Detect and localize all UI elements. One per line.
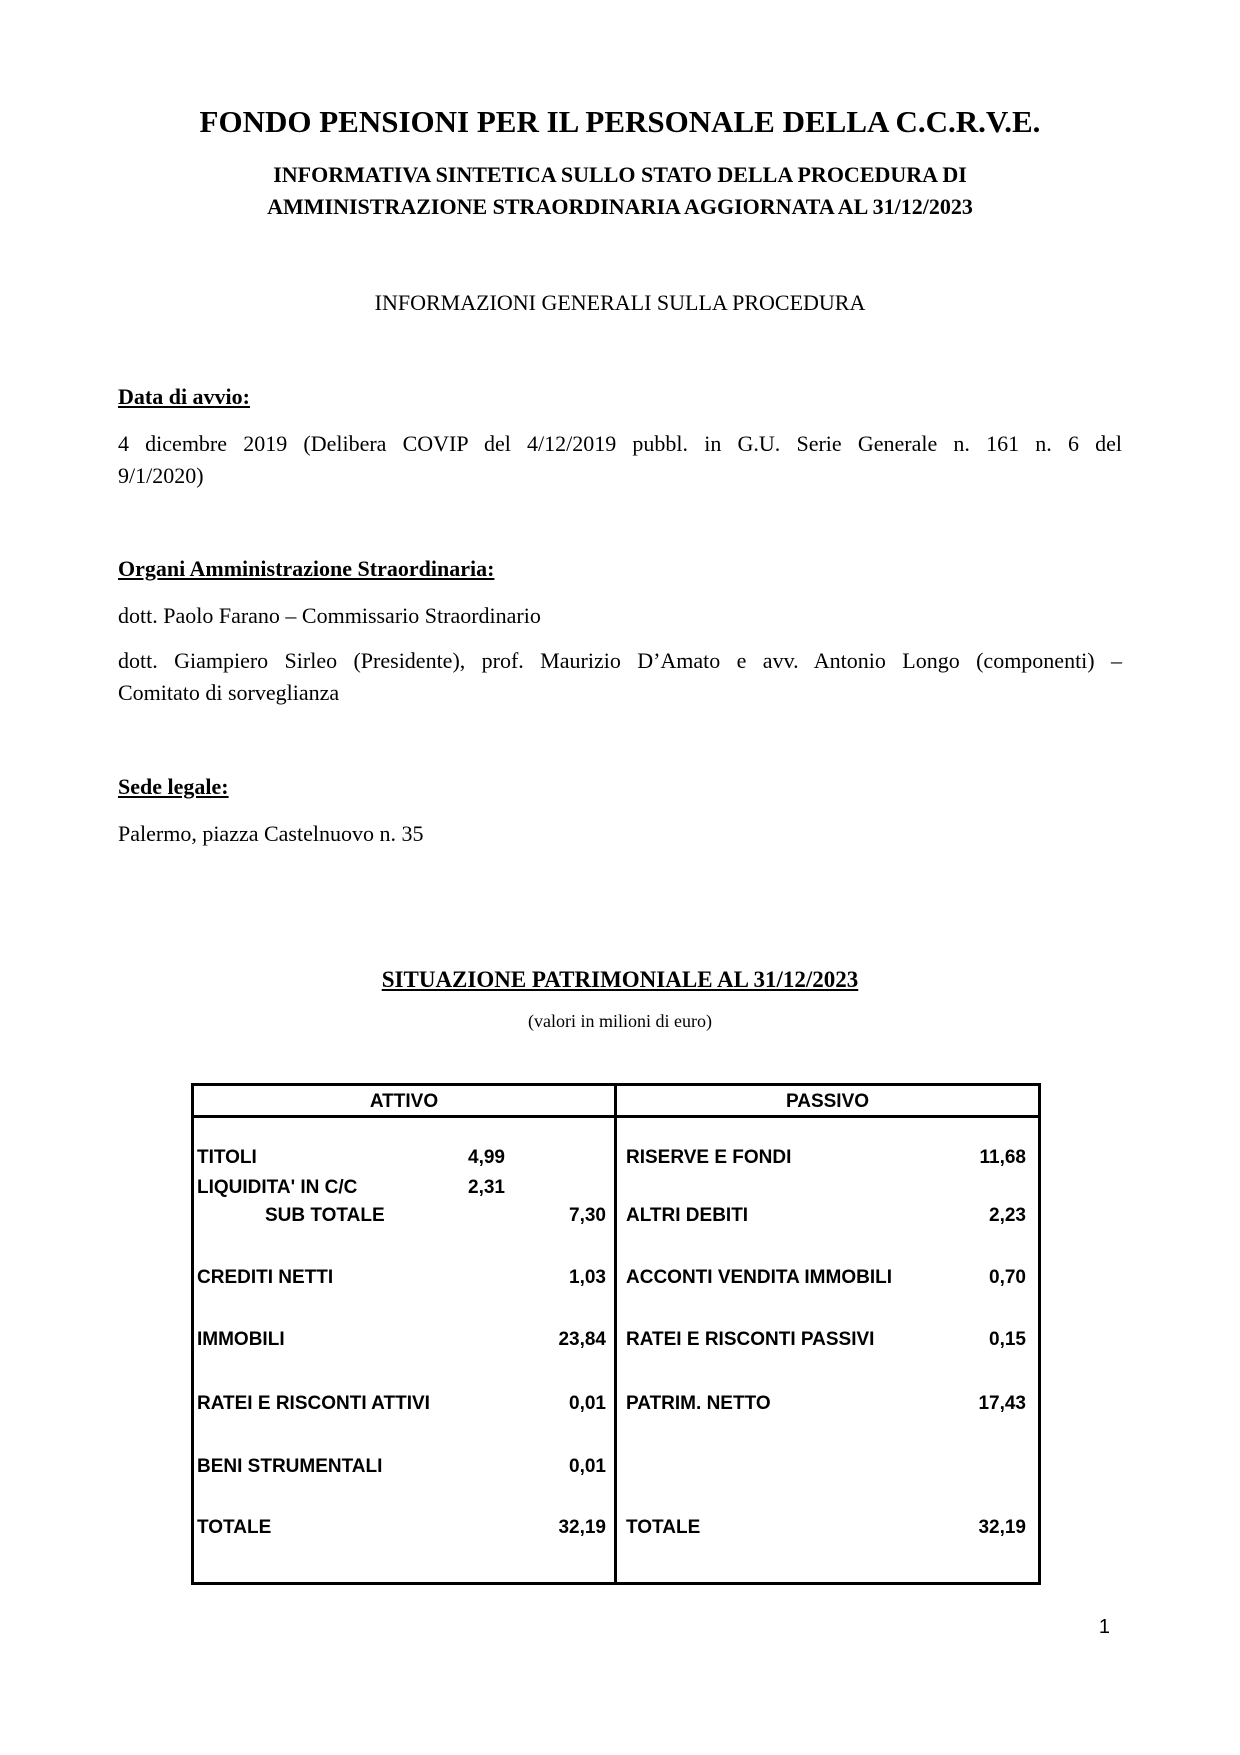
- asset-value: 4,99: [468, 1147, 505, 1168]
- table-column-divider: [614, 1086, 617, 1582]
- asset-subtotal-label: SUB TOTALE: [265, 1205, 385, 1226]
- asset-label: TITOLI: [197, 1147, 257, 1168]
- assets-total-label: TOTALE: [197, 1517, 272, 1538]
- document-title: FONDO PENSIONI PER IL PERSONALE DELLA C.C.R.V.E.: [199, 104, 1041, 139]
- asset-label: BENI STRUMENTALI: [197, 1456, 383, 1477]
- balance-sheet-note: (valori in milioni di euro): [528, 1011, 712, 1031]
- liability-value: 0,15: [989, 1329, 1026, 1350]
- registered-office-label: Sede legale:: [118, 774, 229, 799]
- start-date-line2: 9/1/2020): [118, 463, 204, 488]
- asset-label: RATEI E RISCONTI ATTIVI: [197, 1393, 430, 1414]
- commissioner-text: dott. Paolo Farano – Commissario Straordinario: [118, 603, 541, 628]
- liability-label: PATRIM. NETTO: [626, 1393, 771, 1414]
- liabilities-total-value: 32,19: [978, 1517, 1026, 1538]
- liability-value: 11,68: [979, 1147, 1026, 1168]
- liabilities-header: PASSIVO: [785, 1091, 870, 1112]
- liability-value: 0,70: [989, 1267, 1026, 1288]
- asset-value: 23,84: [558, 1329, 606, 1350]
- start-date-label: Data di avvio:: [118, 384, 250, 409]
- liability-label: RATEI E RISCONTI PASSIVI: [626, 1329, 875, 1350]
- liability-value: 17,43: [978, 1393, 1026, 1414]
- document-subtitle-line1: INFORMATIVA SINTETICA SULLO STATO DELLA PROCEDURA DI: [273, 162, 967, 187]
- asset-value: 0,01: [569, 1456, 606, 1477]
- asset-subtotal-value: 7,30: [569, 1205, 606, 1226]
- committee-line1: dott. Giampiero Sirleo (Presidente), prof. Maurizio D’Amato e avv. Antonio Longo (componenti) –: [118, 648, 1122, 673]
- assets-total-value: 32,19: [558, 1517, 606, 1538]
- page-number: 1: [1098, 1616, 1110, 1638]
- asset-label: LIQUIDITA' IN C/C: [197, 1177, 358, 1198]
- asset-value: 1,03: [569, 1267, 606, 1288]
- liability-label: RISERVE E FONDI: [626, 1147, 792, 1168]
- general-info-heading: INFORMAZIONI GENERALI SULLA PROCEDURA: [374, 290, 866, 315]
- liability-label: ALTRI DEBITI: [626, 1205, 749, 1226]
- registered-office-value: Palermo, piazza Castelnuovo n. 35: [118, 821, 424, 846]
- balance-sheet-title: SITUAZIONE PATRIMONIALE AL 31/12/2023: [381, 967, 859, 992]
- document-subtitle-line2: AMMINISTRAZIONE STRAORDINARIA AGGIORNATA AL 31/12/2023: [267, 194, 973, 219]
- start-date-line1: 4 dicembre 2019 (Delibera COVIP del 4/12/2019 pubbl. in G.U. Serie Generale n. 161 n. 6 del: [118, 431, 1122, 456]
- committee-line2: Comitato di sorveglianza: [118, 680, 340, 705]
- liabilities-total-label: TOTALE: [626, 1517, 701, 1538]
- assets-header: ATTIVO: [369, 1091, 439, 1112]
- asset-value: 2,31: [468, 1177, 505, 1198]
- liability-label: ACCONTI VENDITA IMMOBILI: [626, 1267, 892, 1288]
- liability-value: 2,23: [989, 1205, 1026, 1226]
- organs-label: Organi Amministrazione Straordinaria:: [118, 556, 495, 581]
- balance-sheet-table: [191, 1083, 1041, 1585]
- asset-label: CREDITI NETTI: [197, 1267, 334, 1288]
- asset-label: IMMOBILI: [197, 1329, 285, 1350]
- asset-value: 0,01: [569, 1393, 606, 1414]
